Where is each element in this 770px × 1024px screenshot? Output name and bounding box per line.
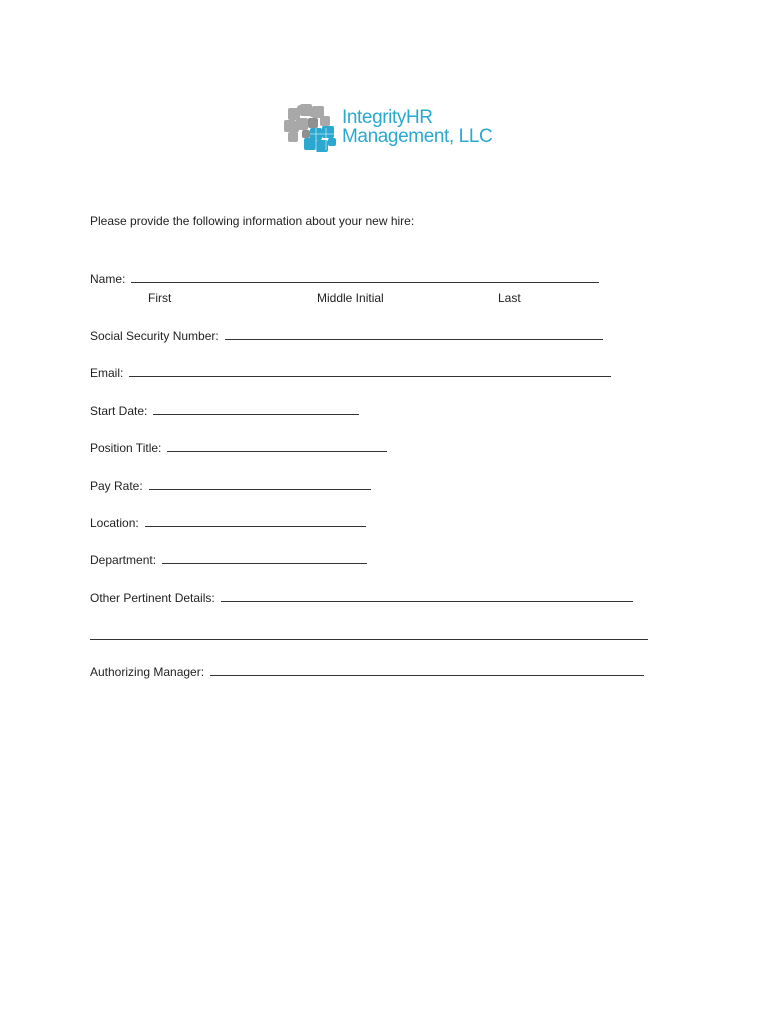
other-details-field <box>90 591 633 605</box>
position-title-label: Position Title: <box>90 441 162 455</box>
pay-rate-label: Pay Rate: <box>90 479 143 493</box>
department-label: Department: <box>90 553 157 567</box>
start-date-field <box>90 404 359 418</box>
name-first-label: First <box>148 291 172 305</box>
intro-text: Please provide the following information about your new hire: <box>90 214 415 228</box>
department-blank[interactable] <box>162 553 367 564</box>
puzzle-logo-icon <box>280 100 344 160</box>
name-blank[interactable] <box>131 272 599 283</box>
location-blank[interactable] <box>145 516 366 527</box>
email-blank[interactable] <box>129 366 611 377</box>
other-details-blank-2[interactable] <box>90 629 648 640</box>
authorizing-manager-blank[interactable] <box>210 665 644 676</box>
start-date-blank[interactable] <box>153 404 359 415</box>
ssn-field <box>90 329 603 343</box>
other-details-continuation <box>90 629 648 640</box>
name-last-label: Last <box>498 291 521 305</box>
pay-rate-blank[interactable] <box>149 479 371 490</box>
other-details-blank[interactable] <box>221 591 633 602</box>
name-label: Name: <box>90 272 126 286</box>
ssn-blank[interactable] <box>225 329 603 340</box>
authorizing-manager-field <box>90 665 644 679</box>
other-details-label: Other Pertinent Details: <box>90 591 215 605</box>
authorizing-manager-label: Authorizing Manager: <box>90 665 205 679</box>
name-field <box>90 272 599 286</box>
email-label: Email: <box>90 366 124 380</box>
company-logo <box>280 100 500 160</box>
email-field <box>90 366 611 380</box>
location-label: Location: <box>90 516 139 530</box>
logo-wordmark <box>342 108 492 146</box>
ssn-label: Social Security Number: <box>90 329 219 343</box>
location-field <box>90 516 366 530</box>
department-field <box>90 553 367 567</box>
position-title-blank[interactable] <box>167 441 387 452</box>
logo-line2: Management, LLC <box>342 126 493 147</box>
pay-rate-field <box>90 479 371 493</box>
start-date-label: Start Date: <box>90 404 148 418</box>
position-title-field <box>90 441 387 455</box>
logo-line1: IntegrityHR <box>342 107 433 128</box>
name-middle-label: Middle Initial <box>317 291 384 305</box>
